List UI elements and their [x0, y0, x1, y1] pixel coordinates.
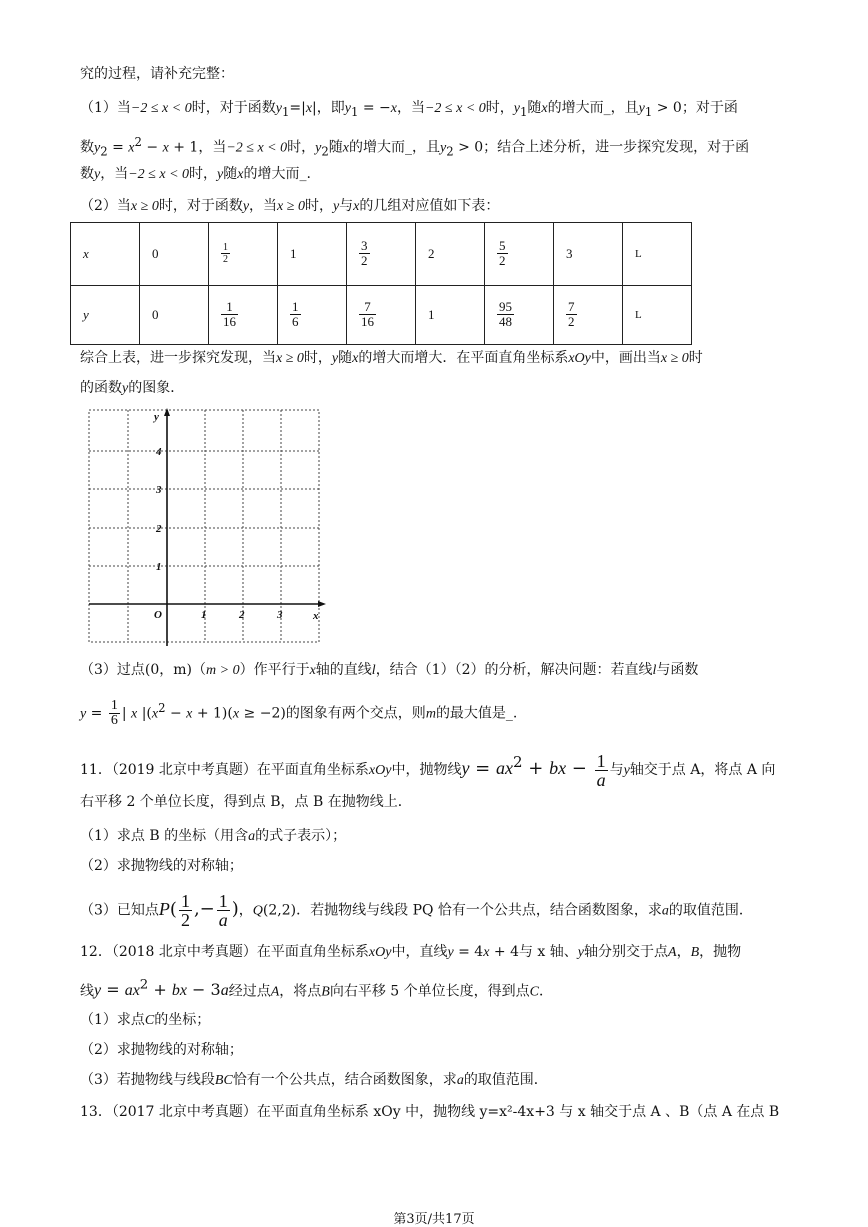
table-cell: $\frac{1}{16}$	[209, 286, 278, 345]
table-cell: $\frac{7}{16}$	[347, 286, 416, 345]
table-cell: 1	[278, 223, 347, 286]
q12-sub3: （3）若抛物线与线段BC恰有一个公共点，结合函数图象，求a的取值范围．	[80, 1072, 548, 1088]
part3-line2: y = $\frac{1}{6}$ | x $|(x^2 - x + 1)(x \ge -2)$的图象有两个交点，则m的最大值是_.	[80, 698, 518, 729]
table-cell: 3	[554, 223, 623, 286]
table-cell: 1	[416, 286, 485, 345]
origin-label: O	[154, 609, 162, 621]
table-cell: $\frac{95}{48}$	[485, 286, 554, 345]
part1-line2: 数$y_2 = x^2 - x + 1$，当−2 ≤ x < 0时，$y_2$随x的增大而_，且$y_2 > 0$；结合上述分析，进一步探究发现，对于函	[80, 135, 750, 159]
table-cell: $\frac{1}{6}$	[278, 286, 347, 345]
page-footer: 第3页/共17页	[393, 1212, 475, 1227]
q13-line1: 13．（2017 北京中考真题）在平面直角坐标系 xOy 中，抛物线 y=x²-4x+3 与 x 轴交于点 A 、B（点 A 在点 B	[80, 1104, 780, 1120]
y-axis-label: y	[154, 411, 159, 423]
table-row-y	[71, 286, 692, 345]
table-cell: 2	[416, 223, 485, 286]
value-table	[70, 222, 692, 345]
coordinate-grid	[88, 408, 328, 646]
y-axis-arrow	[164, 408, 170, 416]
intro-line: 究的过程，请补充完整：	[80, 66, 234, 82]
y-tick-label: 4	[156, 446, 162, 458]
part2-line: （2）当x ≥ 0时，对于函数y，当x ≥ 0时，y与x的几组对应值如下表：	[80, 198, 500, 214]
y-tick-label: 3	[156, 484, 162, 496]
part3-line1: （3）过点(0，m)（m > 0）作平行于x轴的直线l，结合（1）（2）的分析，解决问题：若直线l与函数	[80, 662, 699, 678]
after-table-line2: 的函数y的图象．	[80, 380, 185, 396]
table-cell: 0	[140, 223, 209, 286]
x-axis-arrow	[318, 601, 326, 607]
x-tick-label: 2	[239, 609, 245, 621]
table-cell: $\frac{1}{2}$	[209, 223, 278, 286]
q11-line1: 11．（2019 北京中考真题）在平面直角坐标系xOy中，抛物线$y = ax^2$ + bx − $\frac{1}{a}$ 与y轴交于点 A，将点 A 向	[80, 750, 776, 790]
x-tick-label: 1	[201, 609, 207, 621]
x-axis-label: x	[313, 610, 319, 622]
table-cell: 0	[140, 286, 209, 345]
table-cell: L	[623, 286, 692, 345]
q12-line2: 线$y = ax^2$ + bx − 3a经过点A，将点B向右平移 5 个单位长度，得到点C．	[80, 978, 554, 1000]
y-tick-label: 1	[156, 561, 162, 573]
after-table-line1: 综合上表，进一步探究发现，当x ≥ 0时，y随x的增大而增大．在平面直角坐标系xOy中，画出当x ≥ 0时	[80, 350, 703, 366]
table-header-x: x	[71, 223, 140, 286]
grid-lines	[89, 410, 319, 642]
q12-sub2: （2）求抛物线的对称轴；	[80, 1042, 243, 1058]
table-cell: L	[623, 223, 692, 286]
table-cell: $\frac{5}{2}$	[485, 223, 554, 286]
q12-sub1: （1）求点C的坐标；	[80, 1012, 211, 1028]
table-cell: $\frac{7}{2}$	[554, 286, 623, 345]
table-cell: $\frac{3}{2}$	[347, 223, 416, 286]
table-header-y: y	[71, 286, 140, 345]
table-row-x	[71, 223, 692, 286]
q12-line1: 12．（2018 北京中考真题）在平面直角坐标系xOy中，直线y = 4x + 4与 x 轴、y轴分别交于点A，B，抛物	[80, 944, 742, 960]
part1-line3: 数y，当−2 ≤ x < 0时，y随x的增大而_.	[80, 166, 311, 182]
x-tick-label: 3	[277, 609, 283, 621]
q11-sub2: （2）求抛物线的对称轴；	[80, 858, 243, 874]
q11-sub1: （1）求点 B 的坐标（用含a的式子表示）；	[80, 828, 347, 844]
q11-sub3: （3）已知点P( $\frac{1}{2}$ ,− $\frac{1}{a}$ )，Q(2,2)．若抛物线与线段 PQ 恰有一个公共点，结合函数图象，求a的取值范围．	[80, 891, 753, 930]
y-tick-label: 2	[156, 523, 162, 535]
q11-line2: 右平移 2 个单位长度，得到点 B，点 B 在抛物线上．	[80, 794, 412, 810]
part1-line1: （1）当−2 ≤ x < 0时，对于函数$y_1=|x|$，即$y_1 = -x$，当−2 ≤ x < 0时，$y_1$随x的增大而_，且$y_1 > 0$；对于函	[80, 100, 738, 119]
